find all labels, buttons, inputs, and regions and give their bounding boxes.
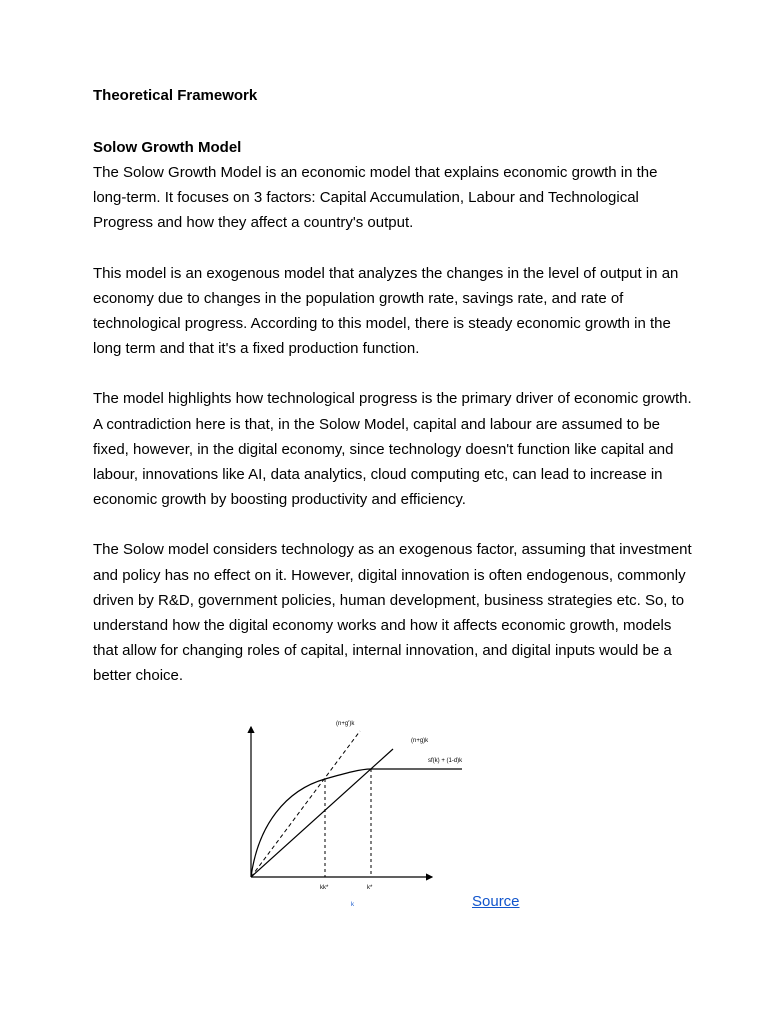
label-solid-line: (n+g)k [411, 738, 429, 744]
label-k-star: k* [367, 885, 373, 891]
paragraph-2: This model is an exogenous model that analyzes the changes in the level of output in an economy due to changes in the population growth rate, savings rate, and rate of technological progress. According to this model, there is steady economic growth in the long term and that it's a fixed production function. [93, 264, 679, 358]
paragraph-4: The Solow model considers technology as an exogenous factor, assuming that investment and policy has no effect on it. However, digital innovation is often endogenous, commonly driven by R&D, government policies, human development, business strategies etc. So, to understand how the digital economy works and how it affects economic growth, models that allow for changing roles of capital, internal innovation, and digital inputs would be a better choice. [93, 541, 692, 685]
paragraph-1: The Solow Growth Model is an economic model that explains economic growth in the long-term. It focuses on 3 factors: Capital Accumulation, Labour and Technological Progress and how they affect a country's output. [93, 164, 658, 232]
label-curve: sf(k) + (1-d)k [428, 758, 463, 764]
label-kk-star: kk* [320, 885, 329, 891]
diagram-svg [236, 715, 476, 915]
solow-model-diagram [236, 715, 476, 915]
document-body [93, 85, 693, 714]
paragraph-3: The model highlights how technological progress is the primary driver of economic growth. A contradiction here is that, in the Solow Model, capital and labour are assumed to be fixed, however, in the digital economy, since technology doesn't function like capital and labour, innovations like AI, data analytics, cloud computing etc, can lead to increase in economic growth by boosting productivity and efficiency. [93, 390, 692, 509]
label-x-axis: k [351, 902, 354, 908]
label-dashed-line: (n+g')k [336, 721, 355, 727]
production-curve [251, 769, 462, 877]
section-heading: Solow Growth Model [93, 139, 242, 156]
solid-line-n-g-k [251, 749, 393, 877]
source-link[interactable]: Source [472, 893, 520, 910]
document-title: Theoretical Framework [93, 87, 258, 104]
dashed-line-n-g-prime-k [251, 731, 360, 877]
